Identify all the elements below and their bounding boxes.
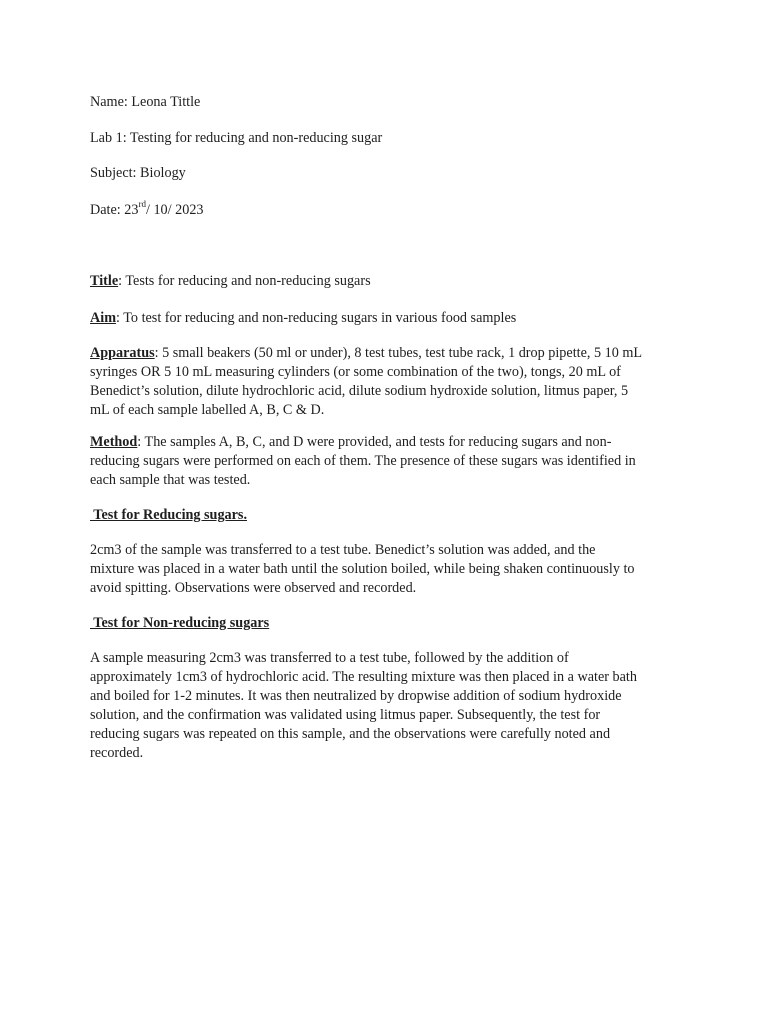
student-name: Name: Leona Tittle: [90, 94, 201, 110]
method-label: Method: [90, 434, 138, 450]
non-reducing-test-line: solution, and the confirmation was validated using litmus paper. Subsequently, the test for: [90, 707, 601, 723]
non-reducing-test-line: recorded.: [90, 745, 144, 761]
method-line: [90, 433, 682, 452]
non-reducing-test-line: and boiled for 1-2 minutes. It was then neutralized by dropwise addition of sodium hydroxide: [90, 688, 622, 704]
reducing-test-line: 2cm3 of the sample was transferred to a test tube. Benedict’s solution was added, and the: [90, 542, 596, 558]
reducing-test-line: avoid spitting. Observations were observed and recorded.: [90, 580, 417, 596]
apparatus-label: Apparatus: [90, 345, 155, 361]
apparatus-line: Benedict’s solution, dilute hydrochloric acid, dilute sodium hydroxide solution, litmus paper, 5: [90, 383, 629, 399]
apparatus-line: mL of each sample labelled A, B, C & D.: [90, 402, 325, 418]
lab-title: Lab 1: Testing for reducing and non-reducing sugar: [90, 130, 383, 146]
non-reducing-test-line: A sample measuring 2cm3 was transferred to a test tube, followed by the addition of: [90, 650, 569, 666]
non-reducing-test-line: approximately 1cm3 of hydrochloric acid. The resulting mixture was then placed in a water bath: [90, 669, 637, 685]
title-label: Title: [90, 273, 119, 289]
method-line: each sample that was tested.: [90, 472, 251, 488]
non-reducing-test-heading: Test for Non-reducing sugars: [90, 615, 270, 631]
apparatus-line: syringes OR 5 10 mL measuring cylinders (or some combination of the two), tongs, 20 mL of: [90, 364, 621, 380]
reducing-test-paragraph: [90, 541, 682, 598]
apparatus-section: [90, 344, 682, 420]
non-reducing-test-line: reducing sugars was repeated on this sample, and the observations were carefully noted and: [90, 726, 611, 742]
title-section: [90, 272, 371, 291]
date-suffix: / 10/ 2023: [145, 202, 204, 218]
date-prefix: Date: 23: [90, 202, 139, 218]
date-ordinal: rd: [138, 199, 146, 210]
title-text: : Tests for reducing and non-reducing sugars: [118, 273, 371, 289]
non-reducing-test-paragraph: [90, 649, 682, 763]
reducing-test-heading: Test for Reducing sugars.: [90, 507, 248, 523]
method-line: reducing sugars were performed on each of them. The presence of these sugars was identified in: [90, 453, 636, 469]
reducing-test-line: mixture was placed in a water bath until the solution boiled, while being shaken continuously to: [90, 561, 635, 577]
aim-section: [90, 309, 516, 328]
method-text: : The samples A, B, C, and D were provided, and tests for reducing sugars and non-: [137, 434, 612, 450]
method-section: [90, 433, 682, 490]
apparatus-line: [90, 344, 682, 363]
aim-text: : To test for reducing and non-reducing sugars in various food samples: [116, 310, 517, 326]
aim-label: Aim: [90, 310, 117, 326]
apparatus-text: : 5 small beakers (50 ml or under), 8 test tubes, test tube rack, 1 drop pipette, 5 10 mL: [154, 345, 643, 361]
date-line: [90, 201, 204, 220]
subject-line: Subject: Biology: [90, 165, 186, 181]
